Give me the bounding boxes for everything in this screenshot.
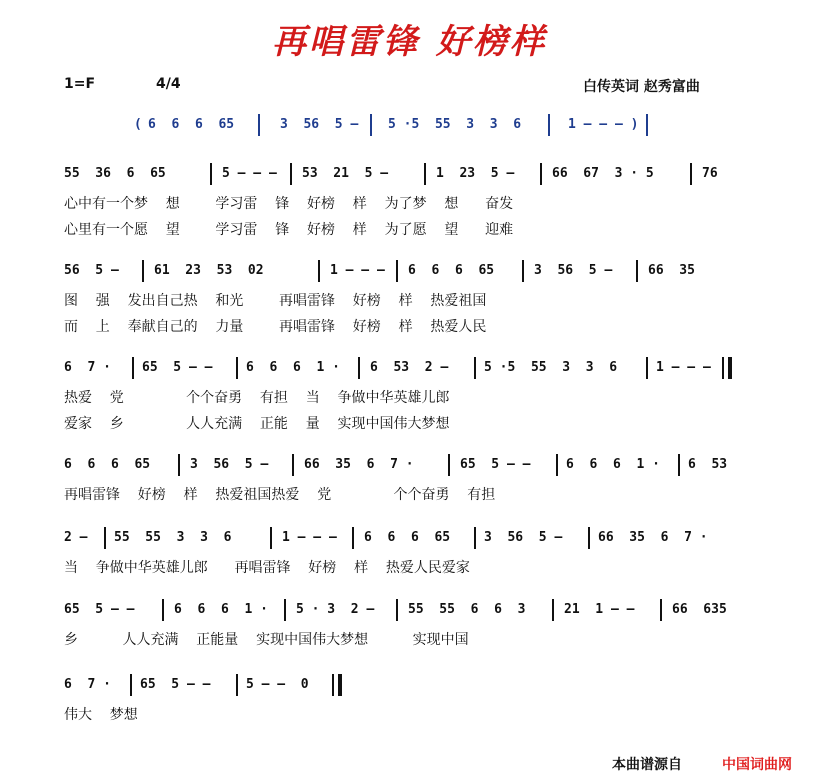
barline: [210, 163, 212, 185]
intro-open-paren: (: [134, 117, 142, 132]
footer-site-link[interactable]: 中国词曲网: [722, 757, 792, 773]
measure: 5 – – 0: [246, 677, 309, 692]
lyric-line: 爱家 乡 人人充满 正能 量 实现中国伟大梦想: [64, 416, 450, 432]
measure: 6 7 ·: [64, 677, 111, 692]
measure: 66 35 6 7 ·: [304, 457, 414, 472]
lyric-line: 再唱雷锋 好榜 样 热爱祖国热爱 党 个个奋勇 有担: [64, 487, 496, 503]
barline: [292, 454, 294, 476]
measure: 6 6 6 1 ·: [246, 360, 340, 375]
measure: 6 53 2 –: [370, 360, 449, 375]
barline: [270, 527, 272, 549]
lyric-line: 乡 人人充满 正能量 实现中国伟大梦想 实现中国: [64, 632, 469, 648]
measure: 6 6 6 1 ·: [174, 602, 268, 617]
measure: 65 5 – –: [142, 360, 213, 375]
barline: [448, 454, 450, 476]
measure: 6 53: [688, 457, 728, 472]
barline: [258, 114, 260, 136]
measure: 66 635: [672, 602, 727, 617]
section-end-thin: [722, 357, 724, 379]
measure: 1 – – –: [330, 263, 385, 278]
section-end-thick: [728, 357, 732, 379]
measure: 66 35 6 7 ·: [598, 530, 708, 545]
measure: 1 – – –: [656, 360, 711, 375]
measure: 21 1 – –: [564, 602, 635, 617]
lyric-line: 而 上 奉献自己的 力量 再唱雷锋 好榜 样 热爱人民: [64, 319, 487, 335]
barline: [236, 357, 238, 379]
notation-line: [0, 597, 819, 623]
barline: [358, 357, 360, 379]
time-signature: 4/4: [156, 76, 181, 92]
barline: [396, 260, 398, 282]
measure: 65 5 – –: [64, 602, 135, 617]
measure: 53 21 5 –: [302, 166, 389, 181]
barline: [162, 599, 164, 621]
notation-line: [0, 672, 819, 698]
measure: 66 35: [648, 263, 695, 278]
notation-line: [0, 452, 819, 478]
intro-measure: 6 6 6 65: [148, 117, 235, 132]
measure: 5 – – –: [222, 166, 277, 181]
lyric-line: 图 强 发出自己热 和光 再唱雷锋 好榜 样 热爱祖国: [64, 293, 487, 309]
notation-line: [0, 525, 819, 551]
measure: 5 · 3 2 –: [296, 602, 375, 617]
barline: [548, 114, 550, 136]
barline: [588, 527, 590, 549]
lyric-line: 当 争做中华英雄儿郎 再唱雷锋 好榜 样 热爱人民爱家: [64, 560, 470, 576]
measure: 55 36 6 65: [64, 166, 166, 181]
barline: [396, 599, 398, 621]
intro-line: [0, 112, 819, 138]
measure: 55 55 3 3 6: [114, 530, 232, 545]
barline: [290, 163, 292, 185]
credits: 白传英词 赵秀富曲: [583, 79, 700, 95]
barline: [130, 674, 132, 696]
barline: [646, 357, 648, 379]
measure: 1 23 5 –: [436, 166, 515, 181]
barline: [474, 527, 476, 549]
intro-measure: 5 ·5 55 3 3 6: [388, 117, 522, 132]
barline: [424, 163, 426, 185]
barline: [646, 114, 648, 136]
barline: [636, 260, 638, 282]
intro-measure: 1 – – – ): [568, 117, 639, 132]
barline: [236, 674, 238, 696]
lyric-line: 心里有一个愿 望 学习雷 锋 好榜 样 为了愿 望 迎难: [64, 222, 514, 238]
barline: [318, 260, 320, 282]
measure: 66 67 3 · 5: [552, 166, 654, 181]
footer-credit: 本曲谱源自: [612, 757, 682, 773]
measure: 6 6 6 1 ·: [566, 457, 660, 472]
barline: [690, 163, 692, 185]
barline: [474, 357, 476, 379]
barline: [556, 454, 558, 476]
measure: 56 5 –: [64, 263, 119, 278]
lyric-line: 心中有一个梦 想 学习雷 锋 好榜 样 为了梦 想 奋发: [64, 196, 514, 212]
measure: 55 55 6 6 3: [408, 602, 526, 617]
song-title-part1: 再唱雷锋: [272, 22, 420, 62]
barline: [178, 454, 180, 476]
measure: 76: [702, 166, 718, 181]
measure: 65 5 – –: [460, 457, 531, 472]
measure: 6 6 6 65: [364, 530, 451, 545]
measure: 5 ·5 55 3 3 6: [484, 360, 618, 375]
barline: [678, 454, 680, 476]
barline: [352, 527, 354, 549]
measure: 3 56 5 –: [190, 457, 269, 472]
measure: 3 56 5 –: [484, 530, 563, 545]
measure: 61 23 53 02: [154, 263, 264, 278]
measure: 2 –: [64, 530, 88, 545]
notation-line: [0, 258, 819, 284]
lyric-line: 热爱 党 个个奋勇 有担 当 争做中华英雄儿郎: [64, 390, 450, 406]
measure: 65 5 – –: [140, 677, 211, 692]
notation-line: [0, 355, 819, 381]
lyric-line: 伟大 梦想: [64, 707, 138, 723]
barline: [104, 527, 106, 549]
song-title: [0, 14, 819, 63]
barline: [284, 599, 286, 621]
barline: [540, 163, 542, 185]
barline: [552, 599, 554, 621]
measure: 6 6 6 65: [408, 263, 495, 278]
barline: [132, 357, 134, 379]
final-barline-thin: [332, 674, 334, 696]
notation-line: [0, 161, 819, 187]
barline: [660, 599, 662, 621]
final-barline-thick: [338, 674, 342, 696]
barline: [522, 260, 524, 282]
key-signature: 1=F: [64, 76, 96, 92]
barline: [142, 260, 144, 282]
measure: 6 6 6 65: [64, 457, 151, 472]
barline: [370, 114, 372, 136]
measure: 6 7 ·: [64, 360, 111, 375]
intro-measure: 3 56 5 –: [280, 117, 359, 132]
measure: 1 – – –: [282, 530, 337, 545]
song-title-part2: 好榜样: [436, 22, 547, 62]
measure: 3 56 5 –: [534, 263, 613, 278]
